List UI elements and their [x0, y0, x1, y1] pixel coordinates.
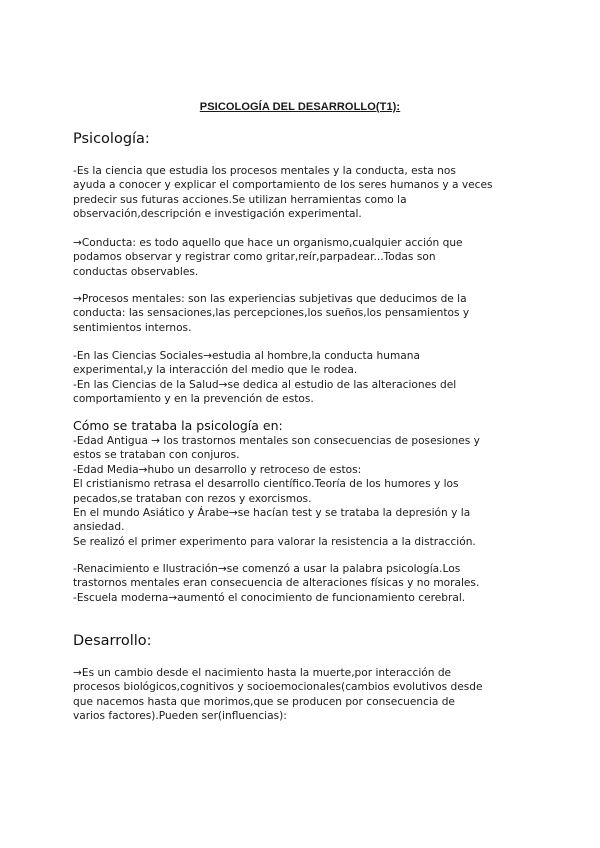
text-line: →Es un cambio desde el nacimiento hasta la muerte,por interacción de	[73, 667, 452, 679]
text-line: -Es la ciencia que estudia los procesos mentales y la conducta, esta nos	[73, 165, 456, 177]
text-line: conductas observables.	[73, 265, 199, 278]
section-heading-psicologia: Psicología:	[73, 131, 150, 147]
text-line: ansiedad.	[73, 521, 125, 534]
text-line: -Edad Antigua → los trastornos mentales son consecuencias de posesiones y	[73, 435, 480, 447]
text-line: -Renacimiento e Ilustración→se comenzó a usar la palabra psicología.Los	[73, 563, 461, 575]
text-line: →Procesos mentales: son las experiencias subjetivas que deducimos de la	[73, 293, 467, 305]
text-line: procesos biológicos,cognitivos y socioemocionales(cambios evolutivos desde	[73, 681, 483, 694]
text-line: predecir sus futuras acciones.Se utilizan herramientas como la	[73, 193, 407, 206]
text-line: -En las Ciencias de la Salud→se dedica al estudio de las alteraciones del	[73, 378, 457, 391]
text-line: ayuda a conocer y explicar el comportamiento de los seres humanos y a veces	[73, 179, 493, 192]
document-title: PSICOLOGÍA DEL DESARROLLO(T1):	[199, 101, 401, 113]
text-line: pecados,se trataban con rezos y exorcismos.	[73, 492, 312, 505]
text-line: -Escuela moderna→aumentó el conocimiento de funcionamiento cerebral.	[73, 591, 466, 604]
text-line: →Conducta: es todo aquello que hace un organismo,cualquier acción que	[73, 237, 463, 249]
text-line: conducta: las sensaciones,las percepciones,los sueños,los pensamientos y	[73, 307, 470, 320]
text-line: trastornos mentales eran consecuencia de alteraciones físicas y no morales.	[73, 577, 480, 590]
text-line: comportamiento y en la prevención de estos.	[73, 393, 314, 406]
text-line: estos se trataban con conjuros.	[73, 449, 240, 462]
text-line: observación,descripción e investigación experimental.	[73, 208, 362, 221]
paragraph-procesos-mentales	[73, 292, 533, 335]
paragraph-desarrollo	[73, 666, 533, 724]
text-line: Se realizó el primer experimento para valorar la resistencia a la distracción.	[73, 535, 476, 548]
paragraph-definicion	[73, 164, 533, 222]
paragraph-ciencias	[73, 349, 533, 407]
text-line: sentimientos internos.	[73, 321, 192, 334]
section-heading-historia: Cómo se trataba la psicología en:	[73, 418, 283, 433]
text-line: experimental,y la interacción del medio que le rodea.	[73, 364, 358, 377]
text-line: -Edad Media→hubo un desarrollo y retroceso de estos:	[73, 463, 362, 476]
paragraph-conducta	[73, 236, 533, 279]
paragraph-historia-epocas	[73, 434, 533, 549]
section-heading-desarrollo: Desarrollo:	[73, 633, 152, 649]
text-line: En el mundo Asiático y Árabe→se hacían test y se trataba la depresión y la	[73, 506, 471, 519]
text-line: El cristianismo retrasa el desarrollo científico.Teoría de los humores y los	[73, 478, 459, 491]
text-line: varios factores).Pueden ser(influencias):	[73, 710, 287, 723]
text-line: -En las Ciencias Sociales→estudia al hombre,la conducta humana	[73, 350, 420, 362]
text-line: podamos observar y registrar como gritar,reír,parpadear...Todas son	[73, 251, 436, 264]
paragraph-historia-moderna	[73, 562, 533, 605]
text-line: que nacemos hasta que morimos,que se producen por consecuencia de	[73, 695, 455, 708]
